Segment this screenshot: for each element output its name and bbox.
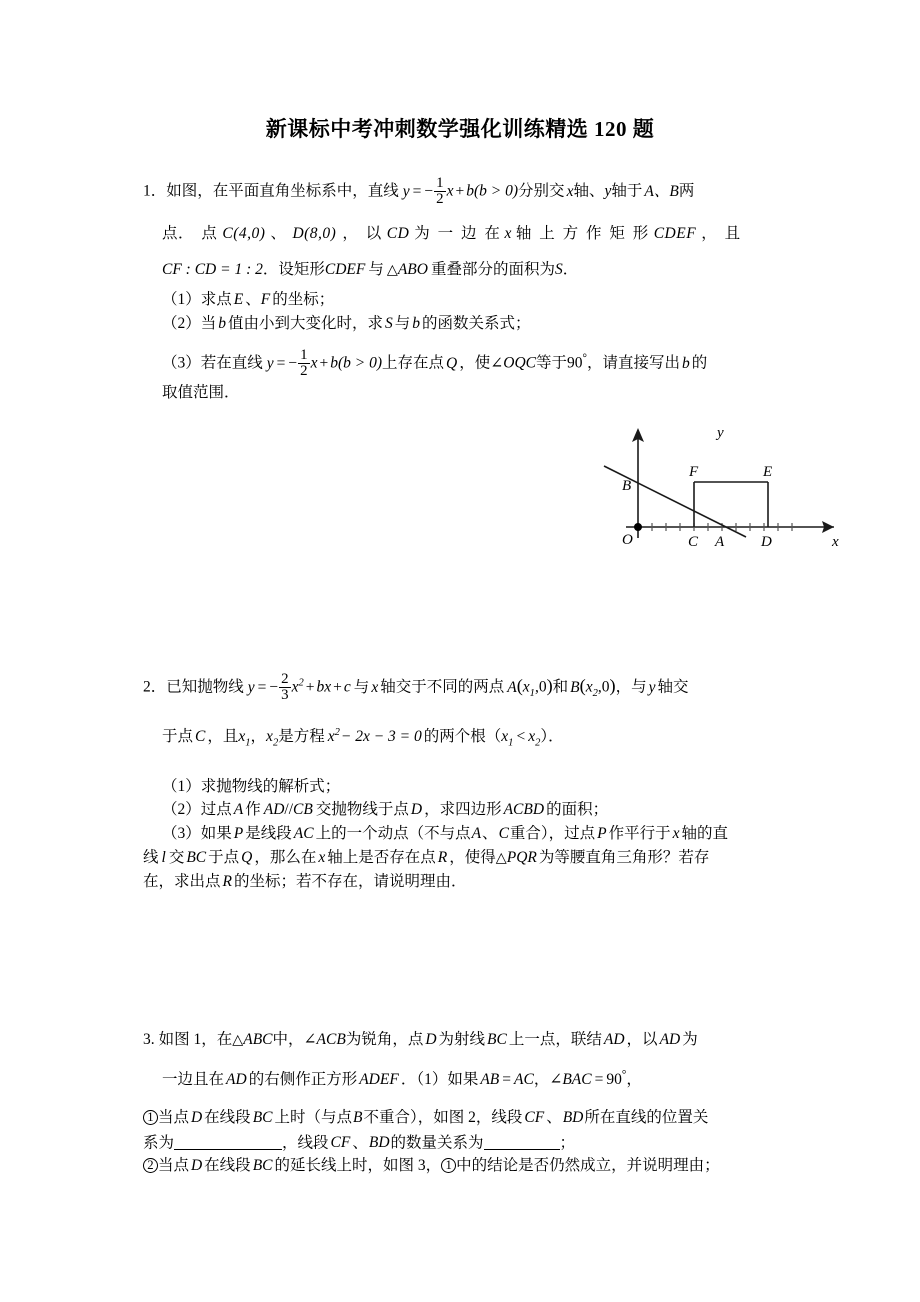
p2-q3-l2-a: 线 (143, 849, 159, 866)
p1-q3-90: 90 (567, 354, 583, 372)
circled-number-1-ref-icon: 1 (441, 1158, 456, 1173)
p1-l2-C: C(4,0) (222, 225, 266, 242)
p3-l1-c: 为锐角，点 (345, 1031, 424, 1048)
triangle-symbol-icon (387, 261, 398, 278)
p1-q3-frac-den: 2 (300, 363, 308, 380)
problem-2-line-1 (143, 672, 689, 704)
p1-l2-x: x (504, 225, 512, 242)
p2-l1-A0: ,0 (534, 678, 547, 696)
p2-l1-x-axis: x (371, 678, 379, 696)
p2-l2-d: 是方程 (278, 728, 325, 746)
page-title: 新课标中考冲刺数学强化训练精选 120 题 (265, 117, 655, 141)
p1-l1-text-a: 如图，在平面直角坐标系中，直线 (166, 182, 399, 200)
origin-point-marker (634, 523, 642, 531)
p2-l2-e: 的两个根（ (423, 728, 502, 746)
p2-l1-plus-2: + (333, 678, 342, 696)
p3-i2-BC: BC (252, 1157, 273, 1174)
figure-label-O: O (622, 532, 633, 548)
p3-l1-D: D (425, 1031, 437, 1048)
p2-l1-B: B (570, 678, 580, 696)
p2-q2-e: 的面积； (546, 801, 609, 818)
p1-l2-d: 为 一 边 在 (414, 225, 501, 242)
p2-l1-paren-open-A: ( (516, 675, 523, 696)
p2-l1-paren-close-B: ) (609, 675, 616, 696)
p3-i1-l2-e: ； (559, 1134, 576, 1152)
p1-l1-x: x (446, 182, 454, 200)
p2-l2-x2-sub: 2 (272, 737, 279, 749)
problem-1-line-2 (162, 226, 741, 242)
p1-l3-d: ． (562, 261, 579, 278)
p3-i2-d: 中的结论是否仍然成立，并说明理由； (456, 1157, 720, 1174)
p1-l3-c: 重叠部分的面积为 (430, 261, 555, 278)
problem-2-sub-1: （1）求抛物线的解析式； (162, 778, 341, 795)
p3-i1-l1-BD: BD (562, 1109, 584, 1126)
p1-l1-fraction (434, 176, 445, 208)
figure-label-y: y (717, 425, 724, 441)
p2-q3-l1-e: 重合），过点 (509, 825, 596, 842)
p1-l1-condition: (b > 0) (474, 182, 519, 200)
p2-l1-B-sub: 2 (592, 687, 598, 699)
problem-1-number: 1． (143, 182, 167, 200)
p2-q3-l1-g: 轴的直 (681, 825, 729, 842)
p1-l3-b: 与 (368, 261, 384, 278)
p2-l1-x: x (291, 678, 299, 696)
p2-l1-minus: − (269, 678, 279, 696)
p1-q3-d: ，使 (459, 354, 491, 372)
p2-q3-l2-PQR: PQR (506, 849, 537, 866)
problem-1-sub-3-line-1 (162, 348, 707, 380)
p3-l1-b: 中， (272, 1031, 304, 1048)
p2-l2-x1: x (238, 728, 246, 746)
p1-l2-c: ， 以 (342, 225, 382, 242)
p3-l2-AC: AC (514, 1071, 534, 1089)
p2-l1-A: A (507, 678, 517, 696)
p1-l2-D: D(8,0) (292, 225, 337, 242)
problem-2-sub-3-line-1 (162, 826, 728, 842)
p2-l1-y-axis: y (648, 678, 656, 696)
p2-l1-paren-close-A: ) (546, 675, 553, 696)
p3-i1-l1-BC: BC (252, 1109, 273, 1126)
p3-i1-l1-D: D (190, 1109, 203, 1126)
problem-2-sub-3-line-3 (143, 874, 467, 890)
p1-q1-F: F (260, 291, 271, 308)
p2-q3-l1-f: 作平行于 (608, 825, 671, 842)
p2-q2-CB: CB (293, 801, 313, 818)
problem-2-number: 2． (143, 678, 167, 696)
problem-3-item-1-line-2 (143, 1134, 575, 1151)
circled-number-1-icon: 1 (143, 1110, 158, 1125)
p1-q1-a: （1）求点 (162, 291, 232, 308)
problem-2-sub-3-line-2 (143, 850, 709, 866)
degree-symbol-icon-2: ° (621, 1069, 627, 1081)
p2-l1-bx: bx (316, 678, 332, 696)
p2-l2-c: ， (250, 728, 267, 746)
p1-l1-eq: = (412, 182, 422, 200)
p1-l1-b: b (466, 182, 474, 200)
p2-l2-a: 于点 (162, 728, 194, 746)
p1-q3-minus: − (288, 354, 298, 372)
p3-i1-l1-b: 在线段 (204, 1109, 251, 1126)
p2-q3-l1-x: x (672, 825, 680, 842)
coordinate-system-svg (596, 420, 846, 560)
p1-l3-ratio: CF : CD = 1 : 2 (162, 261, 263, 278)
p1-l2-e: 轴 上 方 作 矩 形 (515, 225, 649, 242)
p1-l2-CD: CD (386, 225, 410, 242)
p3-i1-l1-c: 上时（与点 (274, 1109, 353, 1126)
p3-i1-l1-d: 不重合），如图 2，线段 (363, 1109, 523, 1126)
p2-q3-l2-BC: BC (186, 849, 207, 866)
p1-q3-Q: Q (446, 354, 458, 372)
p3-l1-g: 为 (682, 1031, 698, 1048)
p1-l2-CDEF: CDEF (653, 225, 697, 242)
p2-l2-eqn-rest: − 2x − 3 = 0 (340, 728, 422, 746)
figure-label-D: D (761, 534, 772, 550)
p2-q3-l2-Q: Q (241, 849, 253, 866)
p2-q2-d: ，求四边形 (424, 801, 502, 818)
p1-q2-S: S (385, 315, 393, 332)
p2-q3-l2-c: 于点 (208, 849, 240, 866)
p2-l2-x2b-sub: 2 (535, 737, 541, 749)
p2-q3-l2-b: 交 (168, 849, 185, 866)
p2-q2-AD: AD (263, 801, 285, 818)
angle-symbol-icon-2 (304, 1031, 317, 1048)
p2-l1-d: 和 (552, 678, 569, 696)
p1-l3-CDEF: CDEF (324, 261, 366, 278)
p2-l2-C: C (195, 728, 206, 746)
p1-q2-a: （2）当 (162, 315, 217, 332)
p1-q2-c: 值由小到大变化时，求 (228, 315, 384, 332)
problem-1-sub-3-line-2: 取值范围． (162, 384, 240, 401)
p2-q3-l2-e: 轴上是否存在点 (327, 849, 436, 866)
p3-l2-d: ， (533, 1071, 550, 1089)
p2-l1-Ax: x (522, 678, 530, 696)
p3-i1-l2-BD: BD (368, 1134, 390, 1152)
p1-q3-y: y (266, 354, 274, 372)
problem-3-item-1-line-1 (143, 1110, 708, 1126)
p2-l1-b: 与 (353, 678, 370, 696)
p1-q3-plus: + (319, 354, 329, 372)
figure-label-x: x (832, 534, 839, 550)
p2-q3-l1-C: C (498, 825, 509, 842)
p1-q2-d: 与 (394, 315, 411, 332)
p3-l2-ADEF: ADEF (359, 1071, 399, 1089)
p2-q3-l2-f: ，使得 (449, 849, 496, 866)
p1-q3-a: （3）若在直线 (162, 354, 263, 372)
p2-l1-c: c (343, 678, 351, 696)
p1-q3-eq: = (276, 354, 286, 372)
p1-l1-y-axis: y (604, 182, 612, 200)
figure-problem-1 (596, 420, 846, 560)
p2-l1-B0: ,0 (597, 678, 610, 696)
p2-l1-A-sub: 1 (529, 687, 535, 699)
p2-q2-ACBD: ACBD (503, 801, 545, 818)
p1-l2-f: ， 且 (701, 225, 741, 242)
problem-1-line-3 (162, 262, 578, 278)
problem-2-sub-2 (162, 802, 608, 818)
p1-q2-b2: b (412, 315, 421, 332)
p1-q3-e: 等于 (536, 354, 568, 372)
p1-l1-y: y (402, 182, 410, 200)
figure-label-E: E (763, 464, 773, 480)
p2-l2-f: ）． (540, 728, 564, 746)
p2-q3-l3-b: 的坐标；若不存在，请说明理由． (233, 873, 467, 890)
p2-l2-x1-sub: 1 (245, 737, 251, 749)
p1-l2-a: 点． 点 (162, 225, 218, 242)
p3-l1-a: 如图 1，在 (158, 1031, 233, 1048)
p1-q3-condition: (b > 0) (337, 354, 383, 372)
p2-l1-f: 轴交 (657, 678, 689, 696)
p2-l1-frac-num: 2 (281, 671, 289, 687)
p2-l2-eqn-exp: 2 (334, 727, 340, 738)
p2-l1-y: y (247, 678, 255, 696)
p3-l2-eq: = (502, 1071, 512, 1089)
p1-q3-g: 的 (691, 354, 708, 372)
p2-l2-x1b-sub: 1 (508, 737, 514, 749)
p1-q3-f: ，请直接写出 (586, 354, 680, 372)
triangle-symbol-icon-2 (496, 849, 507, 866)
p1-l1-tail: 分别交 (518, 182, 565, 200)
p2-q3-l1-c: 上的一个动点（不与点 (315, 825, 471, 842)
p2-l1-exponent: 2 (298, 677, 304, 689)
p3-i2-D: D (190, 1157, 203, 1174)
figure-label-A: A (715, 534, 725, 550)
p1-l1-frac-den: 2 (436, 191, 444, 208)
p3-l1-BC: BC (487, 1031, 507, 1048)
p1-q3-x: x (310, 354, 318, 372)
p2-l1-plus-1: + (305, 678, 315, 696)
p3-i1-l2-CF: CF (330, 1134, 351, 1152)
p1-q1-c: 的坐标； (272, 291, 335, 308)
p2-l1-fraction (279, 672, 290, 704)
p2-l1-a: 已知抛物线 (166, 678, 244, 696)
p3-i1-l1-f: 所在直线的位置关 (584, 1109, 709, 1126)
p2-q3-l2-R: R (437, 849, 448, 866)
p2-l2-lt: < (516, 728, 526, 746)
p2-l2-x1b: x (501, 728, 509, 746)
p1-q3-c: 上存在点 (382, 354, 445, 372)
p2-q3-l2-l: l (161, 849, 166, 866)
p3-l2-AD: AD (226, 1071, 247, 1089)
p2-q2-D: D (410, 801, 423, 818)
triangle-symbol-icon-3 (232, 1031, 243, 1048)
p1-l3-ABO: ABO (397, 261, 428, 278)
p1-l1-minus: − (424, 182, 434, 200)
answer-blank-quantity-relation[interactable] (484, 1134, 560, 1150)
p1-q3-b2: b (682, 354, 690, 372)
p3-i1-l1-B: B (353, 1109, 363, 1126)
problem-3-number: 3. (143, 1031, 155, 1048)
p2-q3-l3-R: R (222, 873, 232, 890)
p3-l1-ACB: ACB (316, 1031, 346, 1048)
p3-i1-l1-a: 当点 (157, 1109, 189, 1126)
p3-l1-ABC: ABC (243, 1031, 273, 1048)
p3-l1-AD: AD (603, 1031, 625, 1048)
p3-l2-eq-2: = (594, 1071, 604, 1089)
p3-l2-b: 的右侧作正方形 (248, 1071, 358, 1089)
p2-q3-l1-P2: P (597, 825, 607, 842)
p3-l2-e: ， (626, 1071, 642, 1089)
p2-l2-b: ，且 (207, 728, 239, 746)
p3-i2-c: 的延长线上时，如图 3， (274, 1157, 442, 1174)
p3-l1-AD-2: AD (659, 1031, 681, 1048)
figure-label-C: C (688, 534, 699, 550)
p1-l2-b: 、 (270, 225, 287, 242)
p1-q3-OQC: OQC (503, 354, 536, 372)
p3-i1-l2-c: 、 (352, 1134, 368, 1152)
p3-i1-l2-d: 的数量关系为 (390, 1134, 484, 1152)
p1-l1-zhou-1: 轴、 (573, 182, 605, 200)
p2-l1-paren-open-B: ( (579, 675, 586, 696)
p2-l1-Bx: x (585, 678, 593, 696)
p1-l1-plus: + (455, 182, 465, 200)
p3-i1-l2-a: 系为 (143, 1134, 175, 1152)
problem-3-item-2 (143, 1158, 720, 1174)
problem-1-sub-2 (162, 316, 531, 332)
p3-l2-a: 一边且在 (162, 1071, 225, 1089)
p1-l3-a: ．设矩形 (262, 261, 325, 278)
p1-l1-zhou-2: 轴于 (611, 182, 643, 200)
p3-i1-l1-CF: CF (524, 1109, 545, 1126)
angle-symbol-icon-3 (549, 1071, 562, 1088)
p2-l1-eq: = (257, 678, 267, 696)
p2-q2-A: A (233, 801, 244, 818)
degree-symbol-icon: ° (582, 352, 587, 365)
p3-l2-90: 90 (606, 1071, 622, 1089)
p3-i2-b: 在线段 (204, 1157, 251, 1174)
p2-q3-l1-A: A (471, 825, 482, 842)
p3-i2-a: 当点 (157, 1157, 189, 1174)
p3-l2-AB: AB (480, 1071, 500, 1089)
p2-q3-l1-a: （3）如果 (162, 825, 232, 842)
p1-q3-b: b (330, 354, 338, 372)
p1-l1-end: 两 (678, 182, 695, 200)
circled-number-2-icon: 2 (143, 1158, 158, 1173)
angle-symbol-icon (490, 355, 503, 372)
p2-q2-a: （2）过点 (162, 801, 232, 818)
p3-i1-l2-b: ，线段 (282, 1134, 329, 1152)
p1-q2-e: 的函数关系式； (422, 315, 531, 332)
p2-q2-c: 交抛物线于点 (315, 801, 409, 818)
p1-l3-S: S (555, 261, 563, 278)
answer-blank-position-relation[interactable] (174, 1134, 282, 1150)
p1-q3-fraction (298, 348, 309, 380)
p3-l1-f: ，以 (626, 1031, 658, 1048)
p2-l1-frac-den: 3 (281, 687, 289, 704)
p2-q3-l2-g: 为等腰直角三角形？若存 (538, 849, 710, 866)
p1-l1-frac-num: 1 (436, 175, 444, 191)
problem-2-line-2 (162, 728, 564, 749)
p2-q3-l1-b: 是线段 (245, 825, 292, 842)
p2-q2-parallel-icon: // (284, 801, 294, 818)
p3-l2-BAC: BAC (562, 1071, 592, 1089)
p2-l2-eqn-x: x (327, 728, 335, 746)
p3-l2-c: ．（1）如果 (400, 1071, 479, 1089)
figure-label-B: B (622, 478, 632, 494)
p3-l1-e: 上一点，联结 (508, 1031, 602, 1048)
figure-label-F: F (689, 464, 699, 480)
p1-q3-frac-num: 1 (300, 347, 308, 363)
p1-l1-x-axis: x (566, 182, 574, 200)
p2-l2-x2b: x (528, 728, 536, 746)
p2-l1-c2: 轴交于不同的两点 (380, 678, 505, 696)
problem-3-line-1 (143, 1032, 698, 1048)
p2-q3-l2-x: x (318, 849, 326, 866)
p2-q2-b: 作 (245, 801, 261, 818)
p2-q3-l1-P: P (233, 825, 244, 842)
p3-l1-d: 为射线 (438, 1031, 486, 1048)
p2-l2-x2: x (266, 728, 273, 746)
problem-3-line-2 (162, 1070, 642, 1088)
p3-i1-l1-e: 、 (546, 1109, 562, 1126)
p2-q3-l1-d: 、 (482, 825, 498, 842)
p2-q3-l3-a: 在，求出点 (143, 873, 221, 890)
p2-q3-l1-AC: AC (293, 825, 314, 842)
p2-l1-e: ，与 (615, 678, 647, 696)
p1-q2-b: b (218, 315, 227, 332)
problem-1-sub-1 (162, 292, 334, 308)
problem-1-line-1 (143, 176, 694, 208)
p1-q1-E: E (233, 291, 244, 308)
p1-q1-b: 、 (245, 291, 261, 308)
p1-l1-AB: A、B (644, 182, 679, 200)
p2-q3-l2-d: ，那么在 (254, 849, 317, 866)
